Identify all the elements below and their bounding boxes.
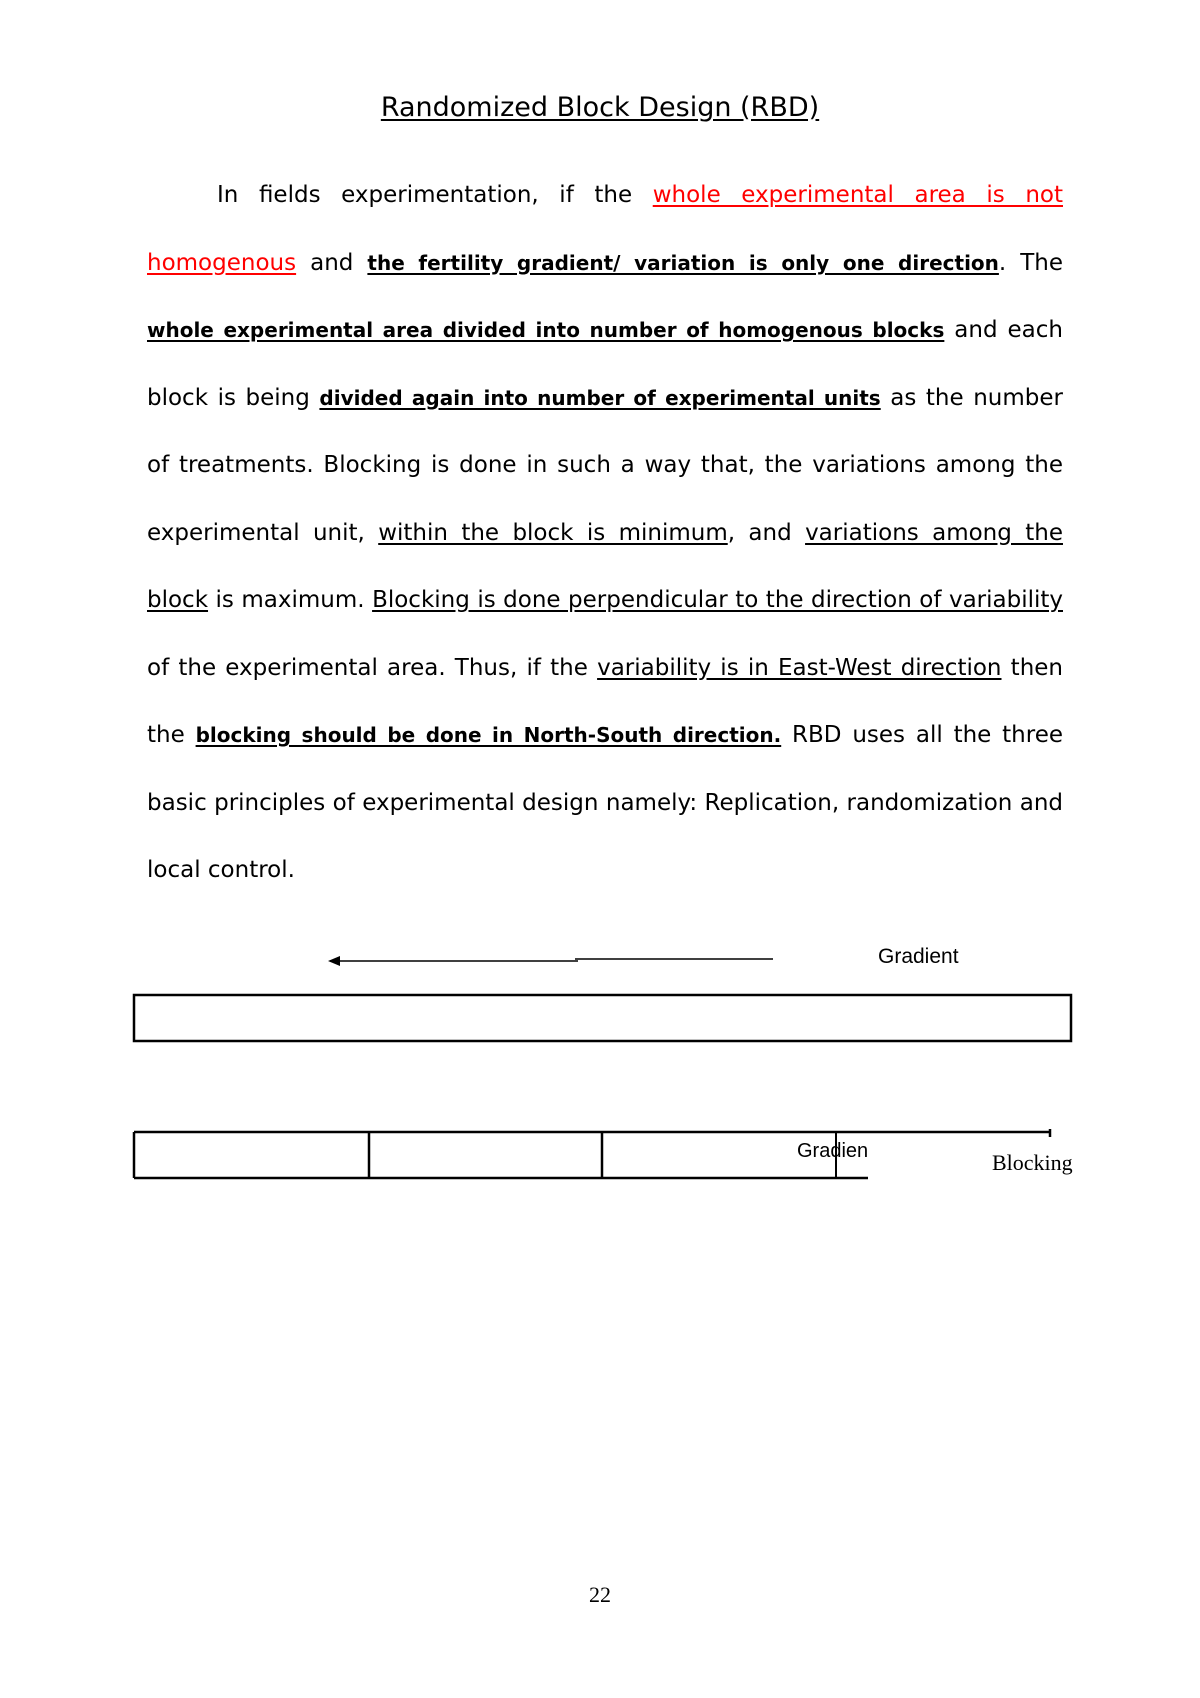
- gradient-label: Gradient: [878, 945, 959, 968]
- text-run: and each block is being: [147, 317, 1063, 411]
- highlight-not-homogenous: whole experimental area is not homogenous: [147, 182, 1063, 276]
- page-title: Randomized Block Design (RBD): [380, 92, 820, 123]
- emphasis-experimental-units: divided again into number of experimental units: [319, 385, 881, 410]
- text-run: as the number of treatments. Blocking is done in such a way that, the variations among the experimental unit,: [147, 384, 1063, 546]
- text-run: RBD uses all the three basic principles of experimental design namely: Replication, randomization and local control.: [147, 722, 1064, 883]
- text-run: . The: [998, 249, 1064, 276]
- underline-among-block: variations among the block: [147, 519, 1063, 613]
- text-run: of the experimental area. Thus, if the: [147, 654, 598, 681]
- gradient-label-secondary: Gradien: [797, 1140, 869, 1162]
- text-run: , and: [727, 519, 806, 546]
- emphasis-gradient-one-direction: the fertility gradient/ variation is only one direction: [367, 250, 999, 275]
- experimental-area-box: [134, 995, 1071, 1041]
- underline-east-west: variability is in East-West direction: [597, 654, 1002, 681]
- blocks-strip: [134, 1129, 1050, 1178]
- text-run: is maximum.: [208, 587, 373, 613]
- page-number: 22: [589, 1582, 611, 1607]
- emphasis-north-south: blocking should be done in North-South direction.: [195, 723, 782, 747]
- blocking-label: Blocking: [992, 1150, 1073, 1175]
- underline-blocking-perpendicular: Blocking is done perpendicular to the direction of variability: [372, 587, 1063, 613]
- gradient-arrow: [330, 959, 773, 961]
- text-run: and: [296, 249, 368, 276]
- underline-within-block: within the block is minimum: [378, 519, 728, 546]
- emphasis-homogenous-blocks: whole experimental area divided into number of homogenous blocks: [147, 318, 945, 342]
- text-run: then the: [147, 654, 1063, 748]
- text-run: In fields experimentation, if the: [217, 182, 653, 208]
